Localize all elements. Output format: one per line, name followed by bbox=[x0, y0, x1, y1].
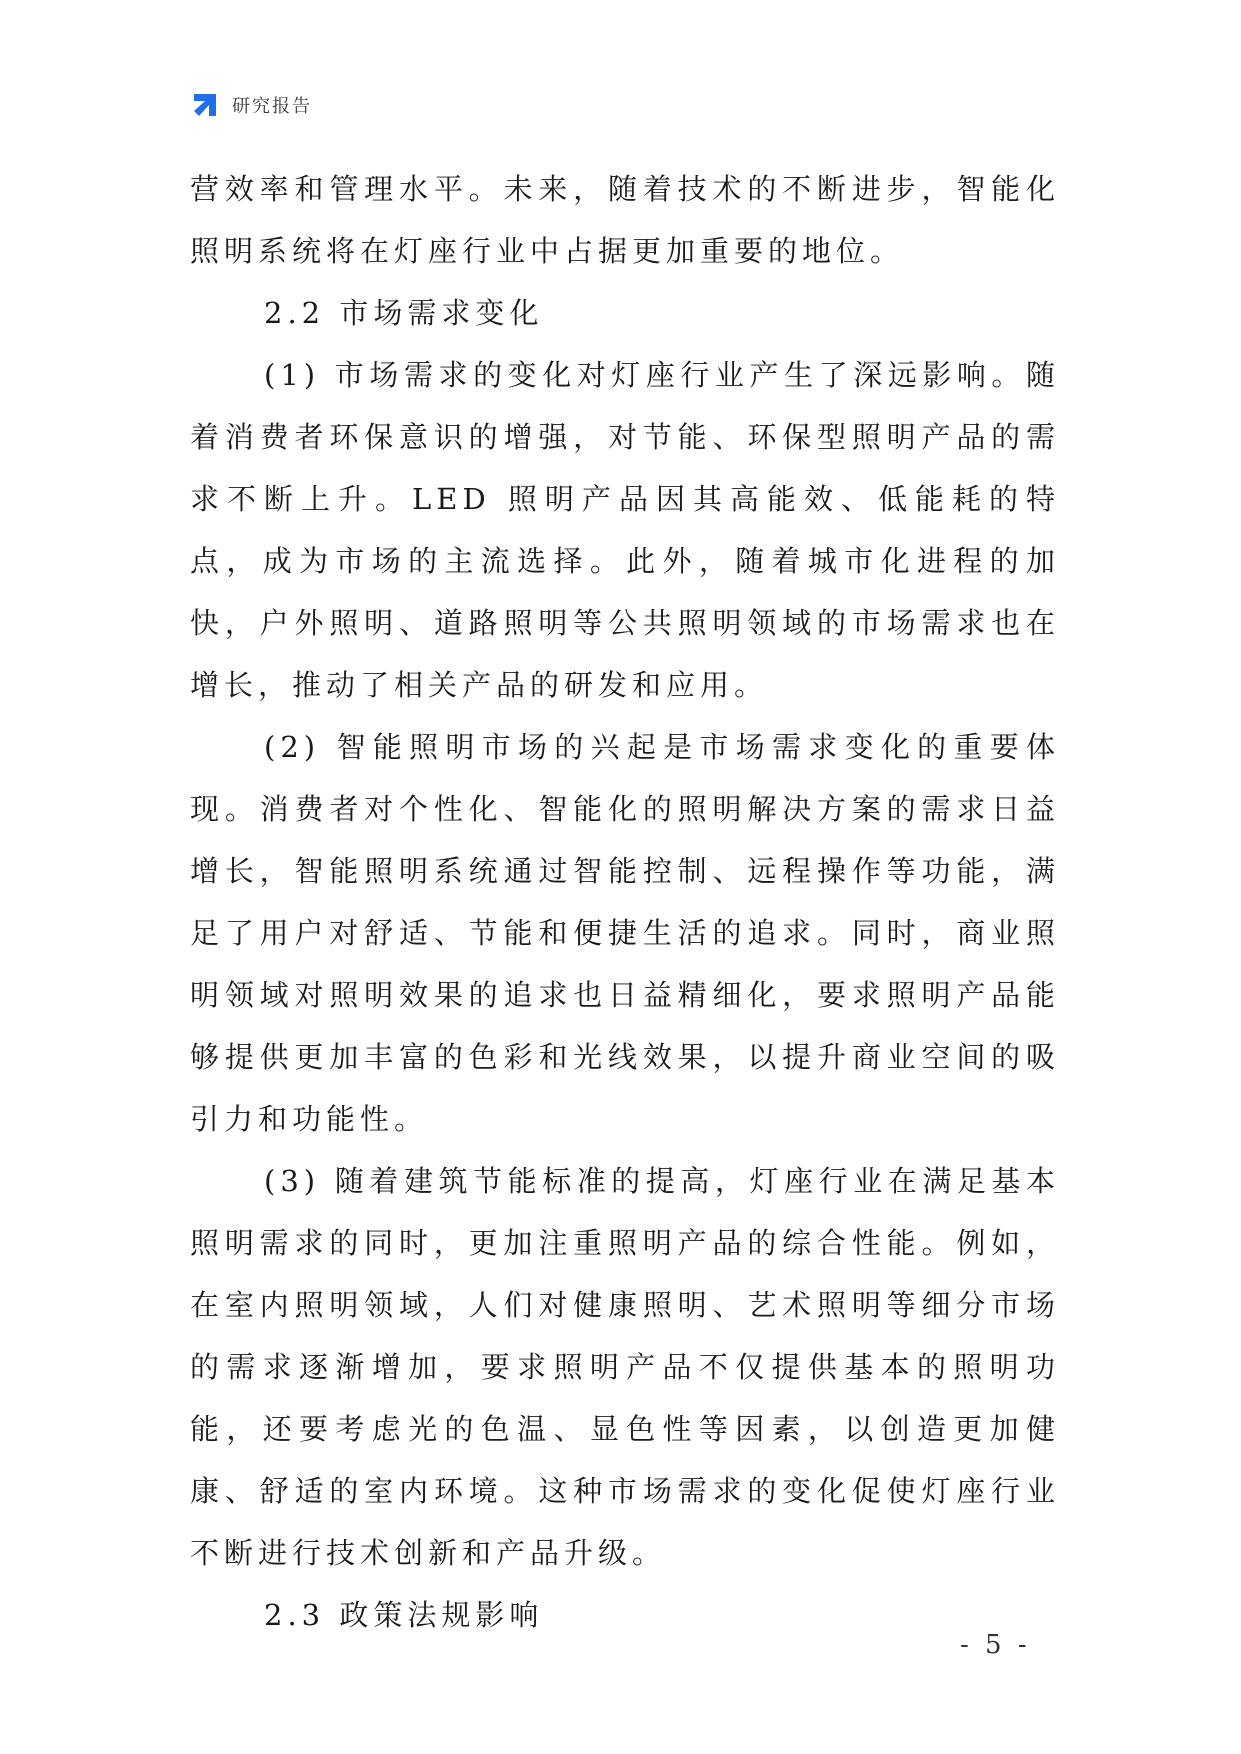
page-number: - 5 - bbox=[960, 1630, 1031, 1660]
report-header bbox=[190, 88, 312, 122]
paragraph-3: (3) 随着建筑节能标准的提高，灯座行业在满足基本照明需求的同时，更加注重照明产品的综合性能。例如，在室内照明领域，人们对健康照明、艺术照明等细分市场的需求逐渐增加，要求照明产品不仅提供基本的照明功能，还要考虑光的色温、显色性等因素，以创造更加健康、舒适的室内环境。这种市场需求的变化促使灯座行业不断进行技术创新和产品升级。 bbox=[190, 1164, 1060, 1570]
paragraph-2: (2) 智能照明市场的兴起是市场需求变化的重要体现。消费者对个性化、智能化的照明解决方案的需求日益增长，智能照明系统通过智能控制、远程操作等功能，满足了用户对舒适、节能和便捷生活的追求。同时，商业照明领域对照明效果的追求也日益精细化，要求照明产品能够提供更加丰富的色彩和光线效果，以提升商业空间的吸引力和功能性。 bbox=[190, 730, 1060, 1136]
section-heading-2-2: 2.2 市场需求变化 bbox=[264, 296, 544, 330]
section-heading-2-3: 2.3 政策法规影响 bbox=[264, 1598, 544, 1632]
document-body bbox=[190, 158, 1060, 1646]
paragraph-1: (1) 市场需求的变化对灯座行业产生了深远影响。随着消费者环保意识的增强，对节能、环保型照明产品的需求不断上升。LED 照明产品因其高能效、低能耗的特点，成为市场的主流选择。此外，随着城市化进程的加快，户外照明、道路照明等公共照明领域的市场需求也在增长，推动了相关产品的研发和应用。 bbox=[190, 358, 1060, 702]
arrow-logo-icon bbox=[190, 90, 220, 120]
paragraph-continued: 营效率和管理水平。未来，随着技术的不断进步，智能化照明系统将在灯座行业中占据更加重要的地位。 bbox=[190, 172, 1060, 268]
header-title: 研究报告 bbox=[232, 96, 312, 117]
